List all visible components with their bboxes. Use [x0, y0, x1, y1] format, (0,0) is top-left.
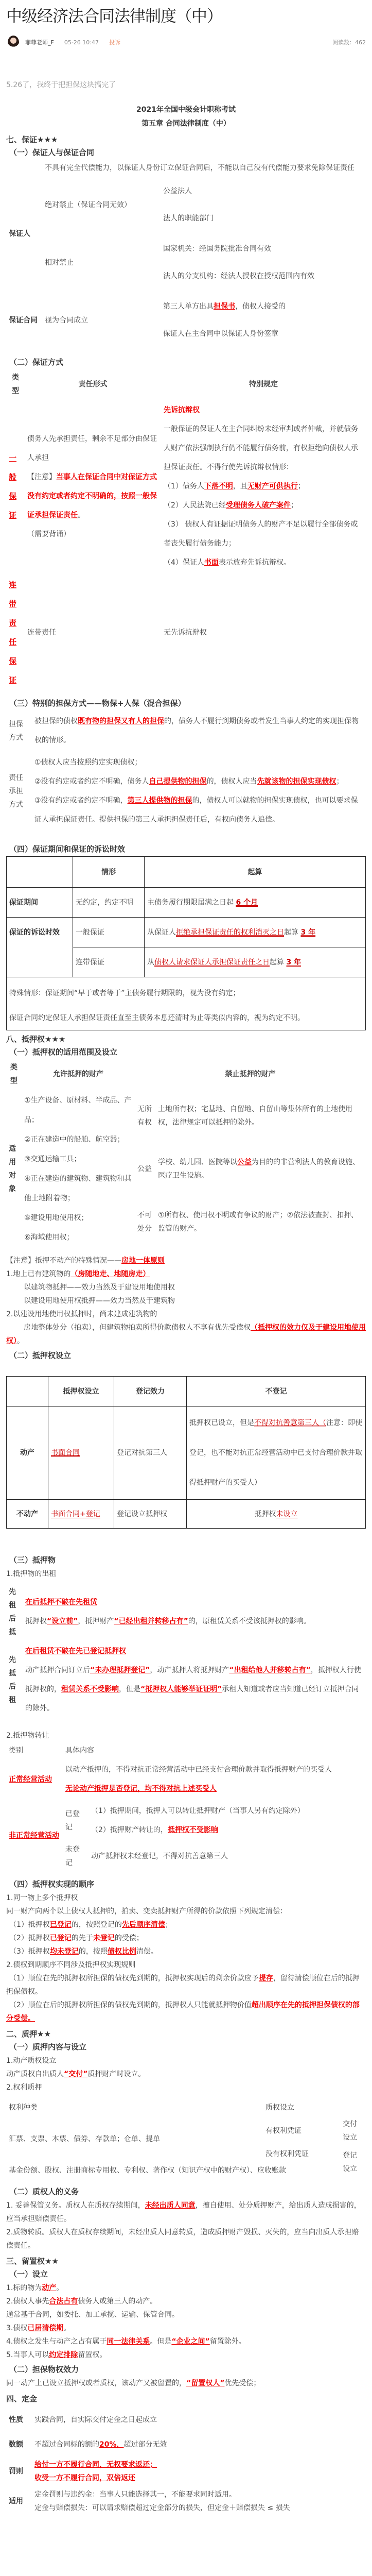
cell: 从保证人拒绝承担保证责任的权利消灭之日起算 3 年: [145, 918, 366, 947]
cell: 保证人: [9, 230, 30, 238]
article: 中级经济法合同法律制度（中） 菲菲老师_F 05-26 10:47 投诉 阅读数：462 5.26了，我终于把担保这块搞完了 2021年全国中级会计职称考试 第五章 合同法律制度（中） 七、保证★★★ （一）保证人与保证合同 不具有完全代偿能力，以保证人身份订立保证合同后，不能以自己没有代偿能力要求免除保证责任 保证人 绝对禁止（保证合同无效） 公益法人 法人的职能部门 相对禁止 国家机关：经国务院批准合同有效 法人的分支机构：经法人授权在授权范围内有效 保证合同 视为合同成立 第三人单方出具担保书，债权人接受的 保证人在主合同中以保证人身份签章 （二）保证方式 类型 责任形式 特别规定 一般保证 债务人先承担责任，剩余不足部分由保证人承担 【注意】当事人在保证合同中对保证方式没有约定或者约定不明确的，按照一般保证承担保证责任。 （需要背诵） 先诉抗辩权 一般保证的保证人在主合同纠纷未经审判或者仲裁，并就债务人财产依法强制执行仍不能履行债务前，有权拒绝向债权人承担保证责任。不得行使先诉抗辩权情形： （1）债务人下落不明，且无财产可供执行； （2）人民法院已经受理债务人破产案件； （3） 债权人有证据证明债务人的财产不足以履行全部债务或者丧失履行债务能力； （4）保证人书面表示放弃先诉抗辩权。 连带责任保证 连带责任 无先诉抗辩权 （三）特别的担保方式——物保+人保（混合担保） 担保方式 被担保的债权既有物的担保又有人的担保的，债务人不履行到期债务或者发生当事人约定的实现担保物权的情形。 责任承担方式 ①债权人应当按照约定实现债权； ②没有约定或者约定不明确，债务人自己提供物的担保的，债权人应当先就该物的担保实现债权； ③没有约定或者约定不明确，第三人提供物的担保的，债权人可以就物的担保实现债权，也可以要求保证人承担保证责任。提供担保的第三人承担担保责任后，有权向债务人追偿。 （四）保证期间和保证的诉讼时效 情形 起算 保证期间 无约定，约定不明 主债务履行期限届满之日起 6 个月 保证的诉讼时效 一般保证 从保证人拒绝承担保证责任的权利消灭之日起算 3 年 连带保证 从债权人请求保证人承担保证责任之日起算 3 年 特殊情形：保证期间“早于或者等于”主债务履行期限的，视为没有约定； 保证合同约定保证人承担保证责任直至主债务本息还清时为止等类似内容的，视为约定不明。 八、抵押权★★★ （一）抵押权的适用范围及设立 类型 允许抵押的财产 禁止抵押的财产 适用对象 ①生产设备、原材料、半成品、产品； ②正在建造中的船舶、航空器； ③交通运输工具； ④正在建造的建筑物、建筑物和其他土地附着物； ⑤建设用地使用权； ⑥海域使用权； 无所有权 土地所有权；宅基地、自留地、自留山等集体所有的土地使用权，法律规定可以抵押的除外。 公益 学校、幼儿园、医院等以公益为目的的非营利法人的教育设施、医疗卫生设施。 不可处分 ①所有权、使用权不明或有争议的财产；②依法被查封、扣押、监管的财产。 【注意】抵押不动产的特殊情况——房地一体原则 1.地上已有建筑物的（房随地走、地随房走） 以建筑物抵押——效力当然及于建设用地使用权 以建设用地使用权抵押——效力当然及于建筑物 2.以建设用地使用权抵押时，尚未建成建筑物的 房地整体处分（拍卖），但建筑物拍卖所得价款债权人不享有优先受偿权（抵押权的效力仅及于建设用地使用权）。 （二）抵押权设立 抵押权设立 登记效力 不登记 动产 书面合同 登记对抗第三人 抵押权已设立，但是不得对抗善意第三人（注意：即使登记，也不能对抗正常经营活动中已支付合理价款并取得抵押财产的买受人） 不动产 书面合同+登记 登记设立抵押权 抵押权未设立 （三）抵押物 1.抵押物的出租 先租后抵 在后抵押不破在先租赁 抵押权“设立前”，抵押财产“已经出租并转移占有”的，原租赁关系不受该抵押权的影响。 先抵后租 在后租赁不破在先已登记抵押权 动产抵押合同订立后“未办理抵押登记”，动产抵押人将抵押财产“出租给他人并移转占有”，抵押权人行使抵押权的，租赁关系不受影响，但是“抵押权人能够举证证明”承租人知道或者应当知道已经订立抵押合同的除外。 2.抵押物转让 类别 具体内容 正常经营活动 以动产抵押的，不得对抗正常经营活动中已经支付合理价款并取得抵押财产的买受人 无论动产抵押是否登记，均不得对抗上述买受人 非正常经营活动 已登记 （1）抵押期间，抵押人可以转让抵押财产（当事人另有约定除外） （2）抵押财产转让的，抵押权不受影响 未登记 动产抵押权未经登记，不得对抗善意第三人 （四）抵押权实现的顺序 1.同一物上多个抵押权 同一财产向两个以上债权人抵押的，拍卖、变卖抵押财产所得的价款依照下列规定清偿： （1）抵押权已登记的，按照登记的先后顺序清偿； （2）抵押权已登记的先于未登记的受偿； （3）抵押权均未登记的，按照债权比例清偿。 2.债权到期顺序不同涉及抵押权实现规则 （1）顺位在先的抵押权所担保的债权先到期的，抵押权实现后的剩余价款应予提存，留待清偿顺位在后的抵押担保债权。 （2）顺位在后的抵押权所担保的债权先到期的，抵押权人只能就抵押物价值超出顺序在先的抵押担保债权的部分受偿。 二、质押★★ （一）质押内容与设立 1.动产质权设立 动产质权自出质人“交付”质押财产时设立。 2.权利质押 权利种类 质权设立 汇票、支票、本票、债券、存款单；仓单、提单 有权利凭证 交付设立 没有权利凭证 登记设立 基金份额、股权、注册商标专用权、专利权、著作权（知识产权中的财产权）、应收账款 （二）质权人的义务 1. 妥善保管义务。质权人在质权存续期间，未经出质人同意，擅自使用、处分质押财产，给出质人造成损害的，应当承担赔偿责任。 2.质物转质。质权人在质权存续期间，未经出质人同意转质，造成质押财产毁损、灭失的，应当向出质人承担赔偿责任。 三、留置权★★ （一）设立 1.标的物为动产。 2.债权人事先合法占有债务人或第三人的动产。 通常基于合同，如委托、加工承揽、运输、保管合同。 3.债权已届清偿期。 4.债权之发生与动产之占有属于同一法律关系。但是“企业之间”留置除外。 5.当事人可以约定排除留置权。 （二）担保物权效力 同一动产上已设立抵押权或者质权，该动产又被留置的，“留置权人”优先受偿； 四、定金 性质 实践合同，自实际交付定金之日起成立 数额 不超过合同标的额的20%，超过部分无效 罚则 给付一方不履行合同，无权要求返还； 收受一方不履行合同，双倍返还 适用 定金罚则与违约金：当事人只能选择其一，不能要求同时适用。 定金与赔偿损失：可以请求赔偿超过定金部分的损失，但定金＋赔偿损失 ≤ 损失: [0, 0, 372, 2576]
cell: 交付设立: [343, 2120, 357, 2142]
cell: 性质: [9, 2416, 23, 2424]
cell: 无先诉抗辩权: [164, 629, 207, 637]
cell: 保证合同: [9, 316, 38, 325]
cell: 登记设立: [343, 2151, 357, 2173]
cell: 质权设立: [265, 2104, 294, 2112]
cell: 登记对抗第三人: [114, 1406, 187, 1500]
section-heading: 二、质押★★: [6, 2029, 51, 2039]
cell: 一般保证: [9, 453, 17, 520]
section-heading: 八、抵押权★★★: [6, 1035, 66, 1044]
cell: 责任承担方式: [9, 774, 23, 809]
cell: 类型: [10, 1063, 17, 1085]
guarantor-table: [6, 160, 366, 349]
cell: 权利种类: [9, 2104, 38, 2112]
cell: 登记效力: [114, 1377, 187, 1406]
article-title: 中级经济法合同法律制度（中）: [6, 7, 222, 26]
cell: 动产: [7, 1406, 48, 1500]
mortgage-scope-table: [6, 1059, 366, 1249]
subsection-heading: （二）抵押权设立: [9, 1351, 72, 1360]
article-meta: [6, 31, 366, 54]
guarantee-period-table: [6, 856, 366, 1030]
mortgage-lease-table: [6, 1584, 366, 1720]
subsection-heading: （二）质权人的义务: [9, 2187, 79, 2196]
mortgage-registration-table: [6, 1376, 366, 1529]
section-heading: 四、定金: [6, 2394, 38, 2403]
cell: 适用对象: [9, 1145, 16, 1193]
cell: 具体内容: [65, 1747, 94, 1755]
cell: ①所有权、使用权不明或有争议的财产；②依法被查封、扣押、监管的财产。: [158, 1211, 359, 1233]
cell: 不动产: [7, 1500, 48, 1529]
cell: （1）抵押期间，抵押人可以转让抵押财产（当事人另有约定除外） （2）抵押财产转让的，抵押权不受影响: [91, 1807, 305, 1834]
cell: 公益: [137, 1164, 152, 1173]
cell: 已登记: [65, 1810, 80, 1832]
subsection-heading: （二）保证方式: [9, 358, 64, 367]
cell: 债务人先承担责任，剩余不足部分由保证人承担 【注意】当事人在保证合同中对保证方式没有约定或者约定不明确的，按照一般保证承担保证责任。 （需要背诵）: [27, 434, 157, 538]
cell: 禁止抵押的财产: [225, 1070, 276, 1078]
subsection-heading: （三）特别的担保方式——物保+人保（混合担保）: [9, 699, 186, 708]
read-count: 阅读数：462: [332, 39, 366, 46]
cell: 抵押权已设立，但是不得对抗善意第三人（注意：即使登记，也不能对抗正常经营活动中已支付合理价款并取得抵押财产的买受人）: [187, 1406, 366, 1500]
guarantee-type-table: [6, 369, 366, 691]
cell: ①债权人应当按照约定实现债权； ②没有约定或者约定不明确，债务人自己提供物的担保的，债权人应当先就该物的担保实现债权； ③没有约定或者约定不明确，第三人提供物的担保的，债权人可以就物的担保实现债权，也可以要求保证人承担保证责任。提供担保的第三人承担担保责任后，有权向债务人追偿。: [34, 758, 358, 824]
cell: 担保方式: [9, 720, 23, 742]
cell: 公益法人 法人的职能部门: [163, 187, 214, 223]
cell: ①生产设备、原材料、半成品、产品； ②正在建造中的船舶、航空器； ③交通运输工具； ④正在建造的建筑物、建筑物和其他土地附着物； ⑤建设用地使用权； ⑥海域使用权；: [24, 1096, 132, 1242]
cell: 实践合同，自实际交付定金之日起成立: [34, 2416, 157, 2424]
subsection-heading: （一）抵押权的适用范围及设立: [9, 1047, 118, 1057]
cell: 基金份额、股权、注册商标专用权、专利权、著作权（知识产权中的财产权）、应收账款: [9, 2166, 286, 2175]
cell: 在后抵押不破在先租赁 抵押权“设立前”，抵押财产“已经出租并转移占有”的，原租赁关系不受该抵押权的影响。: [25, 1598, 311, 1625]
subsection-heading: （一）保证人与保证合同: [9, 148, 95, 157]
mixed-guarantee-table: [6, 710, 366, 831]
cell: 罚则: [9, 2467, 23, 2476]
cell: 不登记: [187, 1377, 366, 1406]
cell: 保证期间: [7, 888, 73, 918]
cell: 无约定，约定不明: [73, 888, 145, 918]
cell: 适用: [9, 2497, 23, 2505]
cell: 被担保的债权既有物的担保又有人的担保的，债务人不履行到期债务或者发生当事人约定的实现担保物权的情形。: [34, 717, 359, 744]
cell: 有权利凭证: [265, 2127, 302, 2135]
section-heading: 三、留置权★★: [6, 2257, 59, 2266]
cell: 以动产抵押的，不得对抗正常经营活动中已经支付合理价款并取得抵押财产的买受人 无论动产抵押是否登记，均不得对抗上述买受人: [65, 1766, 332, 1793]
cell: 第三人单方出具担保书，债权人接受的 保证人在主合同中以保证人身份签章: [163, 302, 286, 338]
cell: 没有权利凭证: [265, 2150, 309, 2158]
cell: 连带责任: [27, 629, 56, 637]
cell: 主债务履行期限届满之日起 6 个月: [145, 888, 366, 918]
cell: 起算: [145, 857, 366, 888]
doc-title-1: 2021年全国中级会计职称考试: [136, 106, 236, 114]
cell: 未登记: [65, 1845, 80, 1867]
cell: 学校、幼儿园、医院等以公益为目的的非营利法人的教育设施、医疗卫生设施。: [158, 1158, 360, 1180]
intro-text: 5.26了，我终于把担保这块搞完了: [6, 81, 116, 89]
cell: 特别规定: [249, 380, 278, 388]
subsection-heading: （四）保证期间和保证的诉讼时效: [9, 844, 126, 854]
cell: 数额: [9, 2441, 23, 2449]
cell: 动产抵押权未经登记，不得对抗善意第三人: [91, 1852, 228, 1860]
subsection-heading: （一）质押内容与设立: [9, 2042, 87, 2052]
section-heading: 七、保证★★★: [6, 135, 58, 144]
cell: 书面合同+登记: [48, 1500, 114, 1529]
report-link[interactable]: 投诉: [109, 39, 120, 46]
cell: 不可处分: [137, 1211, 152, 1233]
cell: 先租后抵: [9, 1588, 16, 1636]
cell: 连带保证: [73, 947, 145, 977]
cell: 不超过合同标的额的20%，超过部分无效: [34, 2441, 167, 2449]
cell: 定金罚则与违约金：当事人只能选择其一，不能要求同时适用。 定金与赔偿损失：可以请求赔偿超过定金部分的损失，但定金＋赔偿损失 ≤ 损失: [34, 2490, 290, 2512]
cell: 土地所有权；宅基地、自留地、自留山等集体所有的土地使用权，法律规定可以抵押的除外。: [158, 1105, 352, 1127]
publish-date: 05-26 10:47: [64, 39, 99, 46]
cell: 不具有完全代偿能力，以保证人身份订立保证合同后，不能以自己没有代偿能力要求免除保证责任: [45, 164, 355, 172]
cell: 汇票、支票、本票、债券、存款单；仓单、提单: [9, 2135, 160, 2143]
cell: 保证的诉讼时效: [7, 918, 73, 977]
cell: 视为合同成立: [45, 316, 88, 325]
author-avatar[interactable]: [8, 36, 19, 49]
cell: 允许抵押的财产: [53, 1070, 103, 1078]
mortgage-transfer-table: [6, 1742, 366, 1871]
author-name[interactable]: 菲菲老师_F: [25, 39, 54, 46]
cell: 类别: [9, 1747, 23, 1755]
cell: 给付一方不履行合同，无权要求返还； 收受一方不履行合同，双倍返还: [34, 2461, 157, 2482]
author-card: [6, 2573, 366, 2576]
cell: 从债权人请求保证人承担保证责任之日起算 3 年: [145, 947, 366, 977]
cell: 责任形式: [78, 380, 108, 388]
subsection-heading: （三）抵押物: [9, 1555, 56, 1565]
subsection-heading: （一）设立: [9, 2269, 48, 2279]
cell: 书面合同: [48, 1406, 114, 1500]
cell: 在后租赁不破在先已登记抵押权 动产抵押合同订立后“未办理抵押登记”，动产抵押人将抵押财产“出租给他人并移转占有”，抵押权人行使抵押权的，租赁关系不受影响，但是“抵押权人能够举证证明”承租人知道或者应当知道已经订立抵押合同的除外。: [25, 1647, 361, 1713]
cell: 先抵后租: [9, 1656, 16, 1704]
cell: 非正常经营活动: [9, 1832, 59, 1840]
subsection-heading: （二）担保物权效力: [9, 2365, 79, 2374]
subsection-heading: （四）抵押权实现的顺序: [9, 1879, 95, 1889]
cell: 绝对禁止（保证合同无效）: [45, 201, 131, 209]
cell: 一般保证: [73, 918, 145, 947]
deposit-table: [6, 2407, 366, 2516]
cell: 抵押权设立: [48, 1377, 114, 1406]
cell: 连带责任保证: [9, 580, 17, 685]
cell: 登记设立抵押权: [114, 1500, 187, 1529]
right-pledge-table: [6, 2099, 366, 2179]
doc-title-2: 第五章 合同法律制度（中）: [141, 120, 231, 128]
cell: 国家机关：经国务院批准合同有效 法人的分支机构：经法人授权在授权范围内有效: [163, 245, 314, 280]
cell: 情形: [73, 857, 145, 888]
cell: 相对禁止: [45, 259, 74, 267]
cell: 特殊情形：保证期间“早于或者等于”主债务履行期限的，视为没有约定； 保证合同约定保证人承担保证责任直至主债务本息还清时为止等类似内容的，视为约定不明。: [7, 977, 366, 1030]
cell: 先诉抗辩权 一般保证的保证人在主合同纠纷未经审判或者仲裁，并就债务人财产依法强制执行仍不能履行债务前，有权拒绝向债权人承担保证责任。不得行使先诉抗辩权情形： （1）债务人下落不明，且无财产可供执行； （2）人民法院已经受理债务人破产案件； （3） 债权人有证据证明债务人的财产不足以履行全部债务或者丧失履行债务能力； （4）保证人书面表示放弃先诉抗辩权。: [164, 406, 358, 567]
cell: 无所有权: [137, 1105, 152, 1127]
cell: 抵押权未设立: [187, 1500, 366, 1529]
cell: 正常经营活动: [9, 1775, 52, 1784]
cell: 类型: [12, 374, 19, 395]
